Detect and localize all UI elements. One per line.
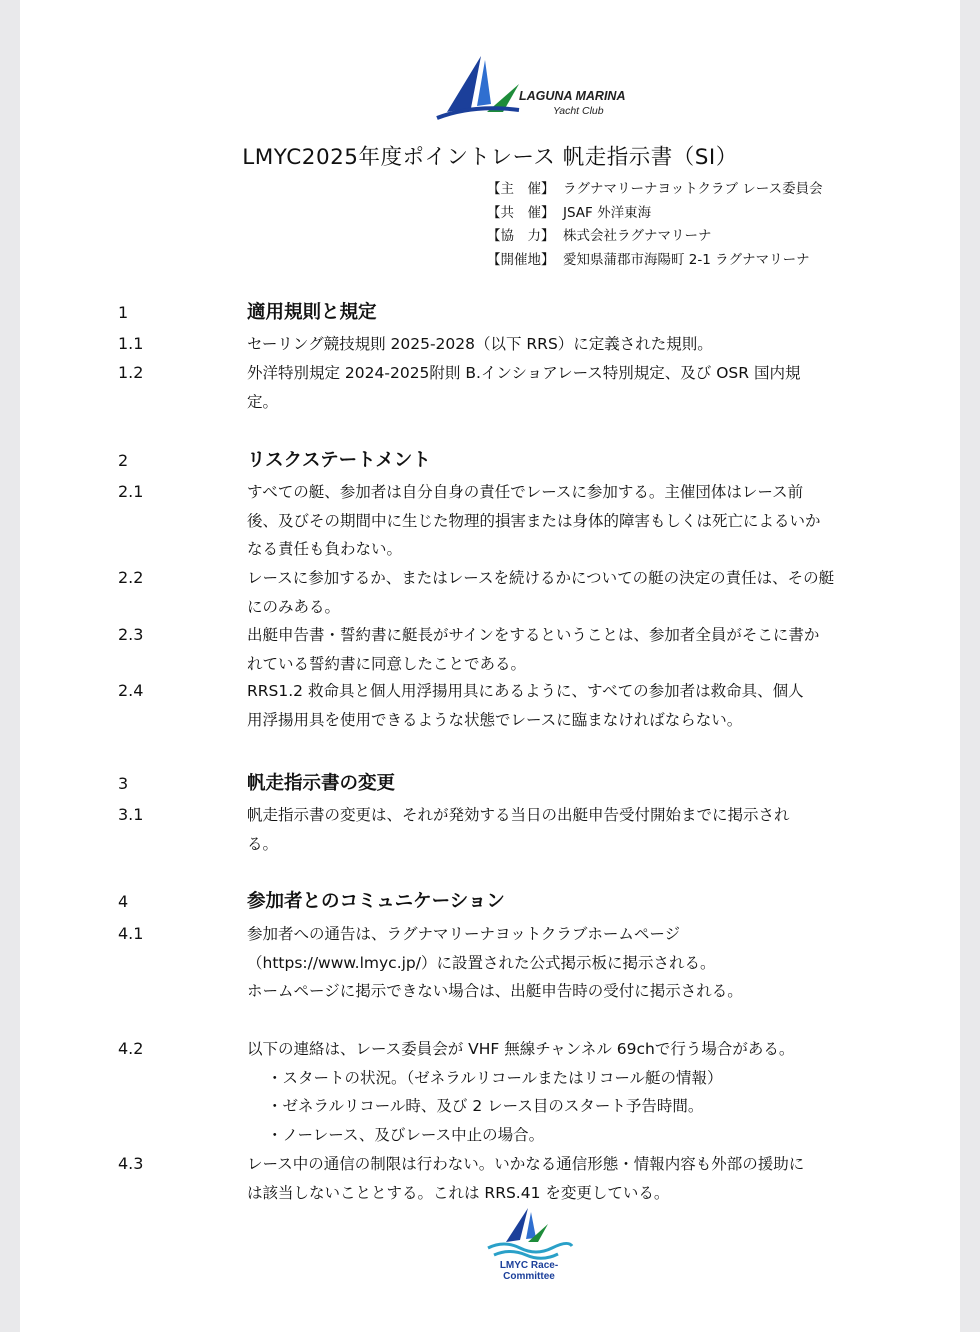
- race-committee-label: LMYC Race-Committee: [499, 1260, 559, 1282]
- clause-text: すべての艇、参加者は自分自身の責任でレースに参加する。主催団体はレース前 後、及びその期間中に生じた物理的損害または身体的障害もしくは死亡によるいか なる責任も負わない。: [247, 483, 821, 558]
- section-number: 1: [118, 303, 129, 322]
- section-number: 3: [118, 774, 129, 793]
- laguna-marina-logo: [433, 54, 625, 120]
- clause-text: 外洋特別規定 2024-2025附則 B.インショアレース特別規定、及び OSR 国内規 定。: [247, 364, 801, 411]
- clause-number: 1.2: [118, 363, 144, 382]
- section-heading: リスクステートメント: [247, 450, 431, 471]
- clause-number: 3.1: [118, 805, 144, 824]
- sail-logo-icon: [433, 54, 625, 120]
- organizer-label: 【主 催】: [487, 181, 555, 197]
- sail-wave-logo-icon: [474, 1206, 584, 1262]
- clause-number: 1.1: [118, 334, 144, 353]
- organizer-row: [487, 202, 823, 226]
- bullet-item: ・スタートの状況。（ゼネラルリコールまたはリコール艇の情報）: [267, 1068, 723, 1087]
- section-heading: 帆走指示書の変更: [247, 773, 396, 794]
- clause-number: 2.4: [118, 681, 144, 700]
- organizer-row: [487, 249, 823, 273]
- section-heading: 適用規則と規定: [247, 302, 377, 323]
- clause-number: 2.2: [118, 568, 144, 587]
- logo-line1: LAGUNA MARINA: [519, 89, 625, 103]
- clause-number: 2.1: [118, 482, 144, 501]
- bullet-item: ・ゼネラルリコール時、及び 2 レース目のスタート予告時間。: [267, 1097, 704, 1115]
- organizer-value: JSAF 外洋東海: [563, 204, 652, 221]
- organizer-row: [487, 178, 823, 202]
- organizer-label: 【開催地】: [487, 251, 555, 268]
- document-page: [20, 0, 960, 1332]
- clause-text: レース中の通信の制限は行わない。いかなる通信形態・情報内容も外部の援助に は該当しないこととする。これは RRS.41 を変更している。: [247, 1155, 805, 1202]
- organizer-label: 【協 力】: [487, 228, 555, 244]
- organizer-block: [487, 178, 823, 272]
- clause-number: 4.1: [118, 924, 144, 943]
- clause-text: レースに参加するか、またはレースを続けるかについての艇の決定の責任は、その艇 にのみある。: [247, 569, 835, 616]
- section-heading: 参加者とのコミュニケーション: [247, 891, 505, 912]
- organizer-value: ラグナマリーナヨットクラブ レース委員会: [563, 181, 823, 197]
- organizer-value: 愛知県蒲郡市海陽町 2-1 ラグナマリーナ: [563, 251, 810, 268]
- section-number: 4: [118, 892, 129, 911]
- clause-text: 出艇申告書・誓約書に艇長がサインをするということは、参加者全員がそこに書か れている誓約書に同意したことである。: [247, 626, 820, 673]
- document-title: LMYC2025年度ポイントレース 帆走指示書（SI）: [242, 145, 738, 170]
- organizer-value: 株式会社ラグナマリーナ: [563, 228, 712, 244]
- clause-number: 2.3: [118, 625, 144, 644]
- bullet-item: ・ノーレース、及びレース中止の場合。: [267, 1125, 545, 1144]
- clause-text: セーリング競技規則 2025-2028（以下 RRS）に定義された規則。: [247, 335, 713, 353]
- clause-number: 4.3: [118, 1154, 144, 1173]
- section-number: 2: [118, 451, 129, 470]
- clause-text: 帆走指示書の変更は、それが発効する当日の出艇申告受付開始までに掲示され る。: [247, 806, 790, 853]
- clause-text: 参加者への通告は、ラグナマリーナヨットクラブホームページ （https://www.lmyc.jp/）に設置された公式掲示板に掲示される。 ホームページに掲示できない場合は、出艇申告時の受付に掲示される。: [247, 925, 743, 1000]
- logo-line2: Yacht Club: [553, 105, 604, 117]
- race-committee-logo: [474, 1206, 584, 1282]
- organizer-label: 【共 催】: [487, 204, 555, 221]
- clause-text: 以下の連絡は、レース委員会が VHF 無線チャンネル 69chで行う場合がある。 ・スタートの状況。（ゼネラルリコールまたはリコール艇の情報） ・ゼネラルリコール時、及び 2 レース目のスタート予告時間。 ・ノーレース、及びレース中止の場合。: [247, 1035, 899, 1149]
- clause-text: RRS1.2 救命具と個人用浮揚用具にあるように、すべての参加者は救命具、個人 用浮揚用具を使用できるような状態でレースに臨まなければならない。: [247, 682, 804, 729]
- organizer-row: [487, 225, 823, 249]
- clause-number: 4.2: [118, 1039, 144, 1058]
